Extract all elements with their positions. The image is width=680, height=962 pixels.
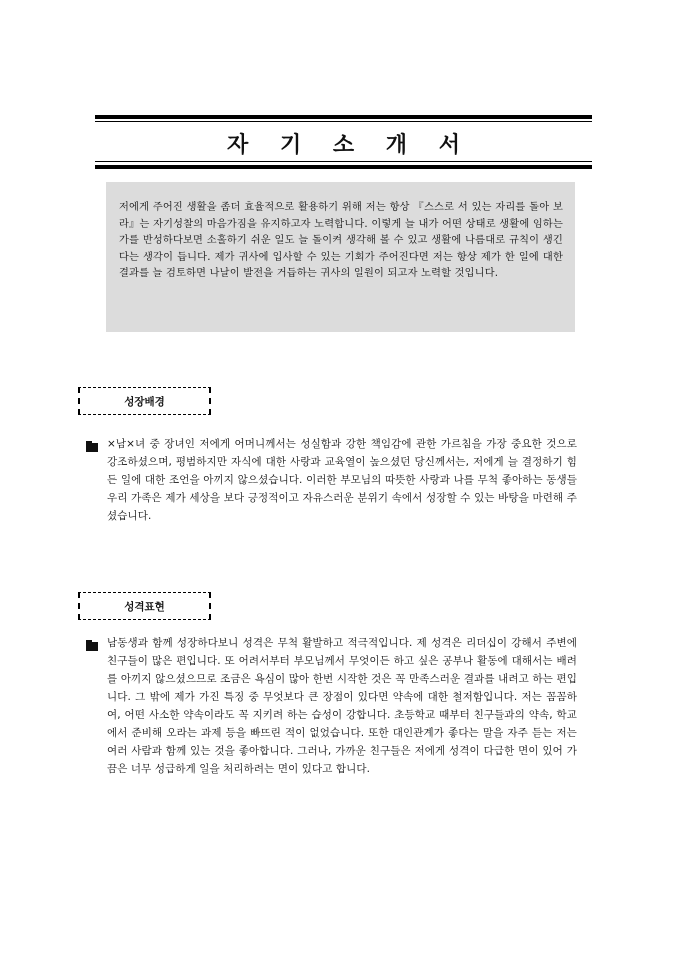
intro-box <box>106 182 575 332</box>
section-body-growth: ×남×녀 중 장녀인 저에게 어머니께서는 성실함과 강한 책임감에 관한 가르침을 가장 중요한 것으로 강조하셨으며, 평범하지만 자식에 대한 사랑과 교육열이 높으셨던 당신께서는, 저에게 늘 결정하기 힘든 일에 대한 조언을 아끼지 않으셨습니다. 이러한 부모님의 따뜻한 사랑과 나를 무척 좋아하는 동생들 우리 가족은 제가 세상을 보다 긍정적이고 자유스러운 분위기 속에서 성장할 수 있는 바탕을 마련해 주셨습니다. <box>107 438 577 522</box>
bullet-icon <box>86 441 99 453</box>
bullet-icon <box>86 640 99 652</box>
title-bottom-rule-thin <box>95 161 592 162</box>
section-heading-growth <box>78 387 211 415</box>
section-heading-label: 성장배경 <box>124 395 165 408</box>
title-top-rule <box>95 115 592 119</box>
intro-text: 저에게 주어진 생활을 좀더 효율적으로 활용하기 위해 저는 항상 『스스로 서 있는 자리를 돌아 보라』는 자기성찰의 마음가짐을 유지하고자 노력합니다. 이렇게 늘 내가 어떤 상태로 생활에 임하는가를 반성하다보면 소홀하기 쉬운 일도 늘 돌이켜 생각해 볼 수 있고 생활에 나름대로 규칙이 생긴다는 생각이 듭니다. 제가 귀사에 입사할 수 있는 기회가 주어진다면 저는 항상 제가 한 일에 대한 결과를 늘 검토하면 나날이 발전을 거듭하는 귀사의 일원이 되고자 노력할 것입니다. <box>119 202 563 280</box>
page-title: 자 기 소 개 서 <box>227 132 472 158</box>
section-heading-personality <box>78 592 211 620</box>
title-bottom-rule <box>95 165 592 169</box>
section-heading-label: 성격표현 <box>124 600 165 613</box>
section-body-personality: 남동생과 함께 성장하다보니 성격은 무척 활발하고 적극적입니다. 제 성격은 리더십이 강해서 주변에 친구들이 많은 편입니다. 또 어려서부터 부모님께서 무엇이든 하고 싶은 공부나 활동에 대해서는 배려를 아끼지 않으셨으므로 조금은 욕심이 많아 한번 시작한 것은 꼭 만족스러운 결과를 내려고 하는 편입니다. 그 밖에 제가 가진 특징 중 무엇보다 큰 장점이 있다면 약속에 대한 철저함입니다. 저는 꼼꼼하여, 어떤 사소한 약속이라도 꼭 지키려 하는 습성이 강합니다. 초등학교 때부터 친구들과의 약속, 학교에서 준비해 오라는 과제 등을 빠뜨린 적이 없었습니다. 또한 대인관계가 좋다는 말을 자주 듣는 저는 여러 사람과 함께 있는 것을 좋아합니다. 그러나, 가까운 친구들은 저에게 성격이 다급한 면이 있어 가끔은 너무 성급하게 일을 처리하려는 면이 있다고 합니다. <box>107 637 577 775</box>
title-top-rule-thin <box>95 121 592 122</box>
